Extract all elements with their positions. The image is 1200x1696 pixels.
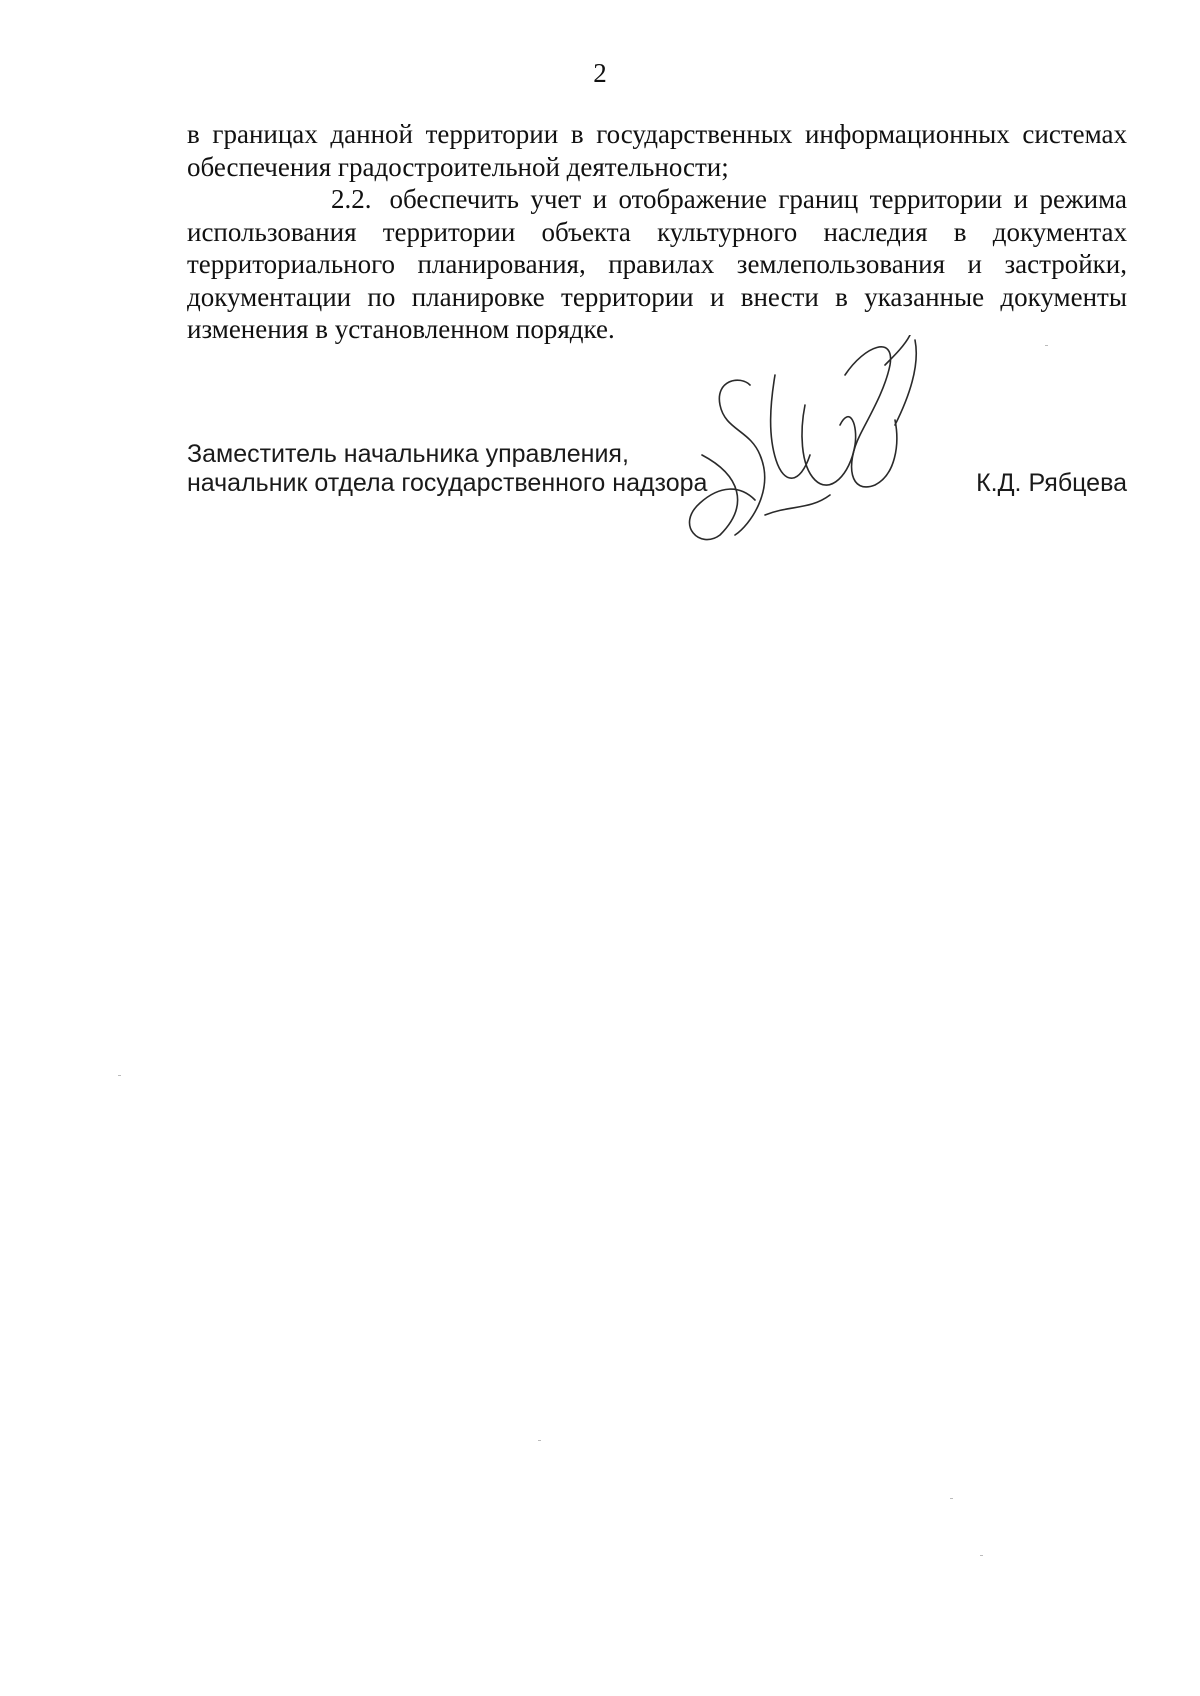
signer-position-line-1: Заместитель начальника управления,	[187, 440, 629, 468]
scan-speck	[950, 1498, 953, 1499]
scan-speck	[1045, 345, 1048, 346]
paragraph-continuation: в границах данной территории в государственных информационных системах обеспечения градостроительной деятельности;	[187, 119, 1127, 182]
paragraph-item-2-2	[187, 183, 1127, 346]
item-text: обеспечить учет и отображение границ территории и режима использования территории объекта культурного наследия в документах территориального планирования, правилах землепользования и застройки, документации по планировке территории и внести в указанные документы изменения в установленном порядке.	[187, 184, 1127, 344]
signer-name: К.Д. Рябцева	[976, 469, 1127, 497]
document-body	[187, 118, 1127, 346]
handwritten-signature	[680, 335, 1000, 555]
scan-speck	[980, 1555, 983, 1556]
scan-speck	[118, 1075, 121, 1076]
page-number: 2	[593, 58, 607, 88]
item-number: 2.2.	[331, 184, 372, 214]
signer-position-line-2: начальник отдела государственного надзора	[187, 469, 708, 497]
scan-speck	[538, 1440, 541, 1441]
